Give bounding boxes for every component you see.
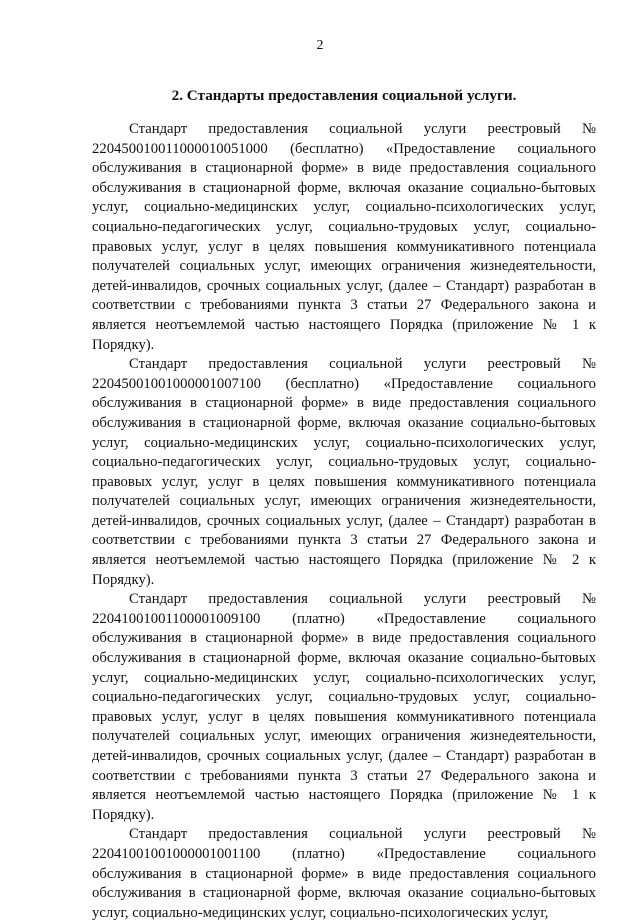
paragraph-standard-3: Стандарт предоставления социальной услуги реестровый № 22041001001100001009100 (платно) «Предоставление социального обслуживания в стационарной форме» в виде предоставления социального обслуживания в стационарной форме, включая оказание социально-бытовых услуг, социально-медицинских услуг, социально-психологических услуг, социально-педагогических услуг, социально-трудовых услуг, социально-правовых услуг, услуг в целях повышения коммуникативного потенциала получателей социальных услуг, имеющих ограничения жизнедеятельности, детей-инвалидов, срочных социальных услуг, (далее – Стандарт) разработан в соответствии с требованиями пункта 3 статьи 27 Федерального закона и является неотъемлемой частью настоящего Порядка (приложение № 1 к Порядку). <box>92 591 596 823</box>
paragraph-standard-2: Стандарт предоставления социальной услуги реестровый № 22045001001000001007100 (бесплатно) «Предоставление социального обслуживания в стационарной форме» в виде предоставления социального обслуживания в стационарной форме, включая оказание социально-бытовых услуг, социально-медицинских услуг, социально-психологических услуг, социально-педагогических услуг, социально-трудовых услуг, социально-правовых услуг, услуг в целях повышения коммуникативного потенциала получателей социальных услуг, имеющих ограничения жизнедеятельности, детей-инвалидов, срочных социальных услуг, (далее – Стандарт) разработан в соответствии с требованиями пункта 3 статьи 27 Федерального закона и является неотъемлемой частью настоящего Порядка (приложение № 2 к Порядку). <box>92 356 596 588</box>
paragraph-standard-4: Стандарт предоставления социальной услуги реестровый № 22041001001000001001100 (платно) «Предоставление социального обслуживания в стационарной форме» в виде предоставления социального обслуживания в стационарной форме, включая оказание социально-бытовых услуг, социально-медицинских услуг, социально-психологических услуг, <box>92 826 596 921</box>
paragraph-standard-1: Стандарт предоставления социальной услуги реестровый № 220450010011000010051000 (бесплатно) «Предоставление социального обслуживания в стационарной форме» в виде предоставления социального обслуживания в стационарной форме, включая оказание социально-бытовых услуг, социально-медицинских услуг, социально-психологических услуг, социально-педагогических услуг, социально-трудовых услуг, социально-правовых услуг, услуг в целях повышения коммуникативного потенциала получателей социальных услуг, имеющих ограничения жизнедеятельности, детей-инвалидов, срочных социальных услуг, (далее – Стандарт) разработан в соответствии с требованиями пункта 3 статьи 27 Федерального закона и является неотъемлемой частью настоящего Порядка (приложение № 1 к Порядку). <box>92 121 596 353</box>
document-body <box>92 120 596 923</box>
section-heading: 2. Стандарты предоставления социальной услуги. <box>171 87 517 104</box>
page-number: 2 <box>316 38 324 53</box>
